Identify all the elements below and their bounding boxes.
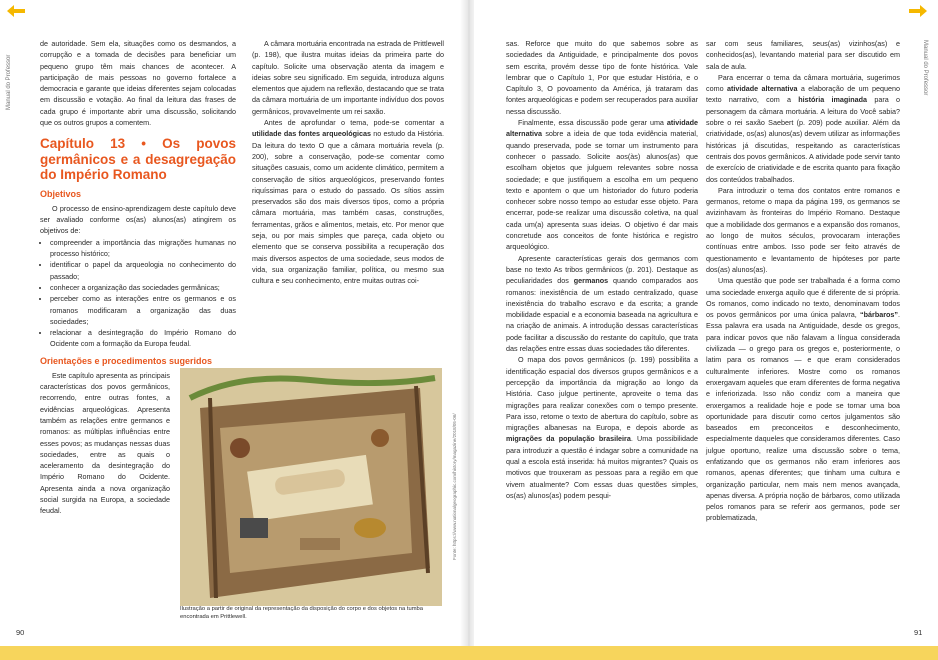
paragraph: Uma questão que pode ser trabalhada é a forma como uma sociedade enxerga aquilo que é diferente de si própria. Os romanos, como indicado no texto, denominavam todos os povos germânicos por uma única palavra, “bárbaros”. Essa palavra era usada na Antiguidade, desde os gregos, para indicar povos que não falavam a língua considerada civilizada — o grego para os gregos e, posteriormente, o latim para os romanos — e que eram considerados culturalmente inferiores. Mostre como os romanos enxergavam aqueles que eram diferentes de forma negativa e inferiorizada. Isso não condiz com a maneira que enxergamos a realidade hoje e pode se tornar uma boa oportunidade para discutir como certos julgamentos são baseados em preconceitos e desconhecimento, especialmente daqueles que consideramos diferentes. Caso julgue oportuno, realize uma discussão sobre o tema, enfatizando que os germanos não eram inferiores aos romanos, apenas diferentes; que tinham uma cultura e organização particular, nem mais nem menos avançada, apenas diversa. A própria noção de bárbaros, como utilizada pelos romanos para se referir aos germanos, pode ser problematizada,: [706, 276, 900, 523]
paragraph: sas. Reforce que muito do que sabemos sobre as sociedades da Antiguidade, e principalmente dos povos sem escrita, provém desse tipo de fonte histórica. Vale lembrar que o Capítulo 1, Por que estudar História, e o Capítulo 3, O povoamento da América, já trataram das fontes arqueológicas e podem ser recuperados para auxiliar nessa discussão.: [506, 39, 698, 116]
side-label: Manual do Professor: [922, 40, 928, 96]
intro-paragraph: de autoridade. Sem ela, situações como os desmandos, a corrupção e a tomada de decisões para beneficiar um pequeno grupo têm mais chances de acontecer. A participação de mais pessoas no governo fortalece a democracia e garante que ideias diferentes sejam colocadas em discussão e votação. Ao final da leitura das frases de cada grupo é importante abrir uma discussão, solicitando que os outros grupos a comentem.: [40, 39, 236, 128]
paragraph: Apresente características gerais dos germanos com base no texto As tribos germânicos (p. 201). Destaque as peculiaridades dos germanos quando comparados aos romanos: inexistência de um estado centralizado, quase inexistência do trabalho escravo e da escrita; a grande mobilidade espacial e a economia baseada na agricultura e na criação de animais. A introdução dessas características pode facilitar a discussão do restante do capítulo, que trata das relações entre essas duas sociedades tão diferentes.: [506, 253, 698, 354]
right-column-2: [706, 38, 900, 524]
list-item: • perceber como as interações entre os germanos e os romanos modificaram a organização das duas sociedades;: [50, 293, 236, 327]
paragraph: A câmara mortuária encontrada na estrada de Prittlewell (p. 198), que ilustra muitas ideias da primeira parte do capítulo. Solicite uma observação atenta da imagem e ideias sobre seu significado. Em seguida, introduza alguns elementos que ajudem na reflexão, destacando que se trata da câmara mortuária de um importante indivíduo dos povos germânicos, provavelmente um rei saxão.: [252, 39, 444, 116]
back-arrow-icon[interactable]: [6, 4, 26, 18]
list-item: • relacionar a desintegração do Império Romano do Ocidente com a formação da Europa feudal.: [50, 327, 236, 350]
objetivos-text: O processo de ensino-aprendizagem deste capítulo deve ser avaliado conforme os(as) alunos(as) atingirem os objetivos de:: [40, 203, 236, 236]
left-page: [0, 0, 464, 660]
page-number: 90: [16, 628, 25, 637]
list-item: • identificar o papel da arqueologia no conhecimento do passado;: [50, 259, 236, 282]
burial-chamber-image: [180, 368, 442, 606]
tomb-illustration: [180, 368, 442, 606]
paragraph: Para introduzir o tema dos contatos entre romanos e germanos, retome o mapa da página 199, os germanos se avizinhavam às fronteiras do Império Romano. Destaque que a mobilidade dos germanos e a expansão dos romanos, ao longo de muitos séculos, provocaram interações contínuas entre ambos. Isso pode ser feito através de questionamento e levantamento de hipóteses por parte dos(as) alunos(as).: [706, 185, 900, 274]
figure-caption: Ilustração a partir de original da representação da disposição do corpo e dos objetos na tumba encontrada em Prittlewell.: [180, 606, 423, 620]
objetivos-list: [40, 237, 236, 350]
side-label: Manual do Professor: [6, 54, 12, 110]
objetivos-heading: Objetivos: [40, 188, 82, 199]
left-column-2: [252, 38, 444, 287]
list-item: • conhecer a organização das sociedades germânicas;: [50, 282, 236, 293]
page-number: 91: [914, 628, 923, 637]
paragraph: Antes de aprofundar o tema, pode-se comentar a utilidade das fontes arqueológicas no estudo da História. Da leitura do texto O que a câmara mortuária revela (p. 200), sobre a conservação, pode-se comentar como situações casuais, como um acidente climático, permitem a conservação de sítios arqueológicos, preservando fontes riquíssimas para o estudo do passado. Os sítios assim preservados são dos mais diversos tipos, como a própria câmara mortuária, mas também casas, construções, ferramentas, grãos e alimentos, metais, etc. Por menor que seja, ou por mais simples que pareça, cada objeto ou elemento que se conserva possibilita a recuperação dos mais diversos aspectos de uma sociedade, seus modos de vida, sua organização familiar, política, ou mesmo sua cultura e seu conhecimento, entre muitas outras coi-: [252, 118, 444, 286]
bottom-band: [0, 646, 938, 660]
forward-arrow-icon[interactable]: [908, 4, 928, 18]
right-column-1: [506, 38, 698, 501]
paragraph: Para encerrar o tema da câmara mortuária, sugerimos como atividade alternativa a elaboração de um pequeno texto narrativo, com a história imaginada para o personagem da câmara mortuária. A leitura do Você sabia? sobre o rei saxão Saebert (p. 209) pode auxiliar. Além da criatividade, os(as) alunos(as) devem utilizar as informações históricas já discutidas, respeitando as características centrais dos povos germânicos. A atividade pode servir tanto de exercício de criatividade e de escrita quanto para fixação dos conteúdos trabalhados.: [706, 72, 900, 184]
paragraph: Finalmente, essa discussão pode gerar uma atividade alternativa sobre a ideia de que toda evidência material, quando preservada, pode se tornar um instrumento para conhecer o passado. Solicite aos(às) alunos(as) que escolham objetos que julguem relevantes sobre nossa sociedade; e que justifiquem a escolha em um pequeno texto e apontem o que um historiador do futuro poderia conhecer sobre nosso tempo ao estudar esse objeto. Para encerrar, pode-se realizar uma discussão coletiva, na qual cada um(a) apresenta suas ideias. O objetivo é dar mais concretude aos conceitos de fonte histórica e registro arqueológico.: [506, 118, 698, 252]
paragraph: O mapa dos povos germânicos (p. 199) possibilita a identificação espacial dos diversos grupos germânicos e a percepção da importância da migração ao longo da História. Caso julgue pertinente, aproveite o tema das migrações para realizar conexões com o tempo presente. Para isso, retome o texto de abertura do capítulo, sobre as migrações albanesas na Europa, e depois aborde as migrações da população brasileira. Uma possibilidade para introduzir a questão é indagar sobre a comunidade na qual a escola está inserida: há muitos migrantes? Quais os motivos que trouxeram as pessoas para a região em que vivem atualmente? Com essas duas questões simples, os(as) alunos(as) podem pesqui-: [506, 355, 698, 500]
paragraph: sar com seus familiares, seus(as) vizinhos(as) e conhecidos(as), levantando material para ser discutido em sala de aula.: [706, 39, 900, 71]
orientacoes-heading: Orientações e procedimentos sugeridos: [40, 355, 213, 366]
orientacoes-text: Este capítulo apresenta as principais características dos povos germânicos, recorrendo, entre outras fontes, a evidências arqueológicas. Apresenta também as relações entre germanos e romanos: as múltiplas influências entre esses povos; as mudanças nessas duas sociedades, entre as quais o aceleramento da desintegração do Império Romano do Ocidente. Apresenta ainda a nova organização social surgida na Europa, a sociedade feudal.: [40, 370, 170, 516]
chapter-title: Capítulo 13 • Os povos germânicos e a desagregação do Império Romano: [40, 136, 236, 183]
list-item: • compreender a importância das migrações humanas no processo histórico;: [50, 237, 236, 260]
right-page: [474, 0, 938, 660]
figure-credit: Fonte: https://www.nationalgeographic.com/history/magazine/2018/05-06/: [452, 413, 457, 560]
